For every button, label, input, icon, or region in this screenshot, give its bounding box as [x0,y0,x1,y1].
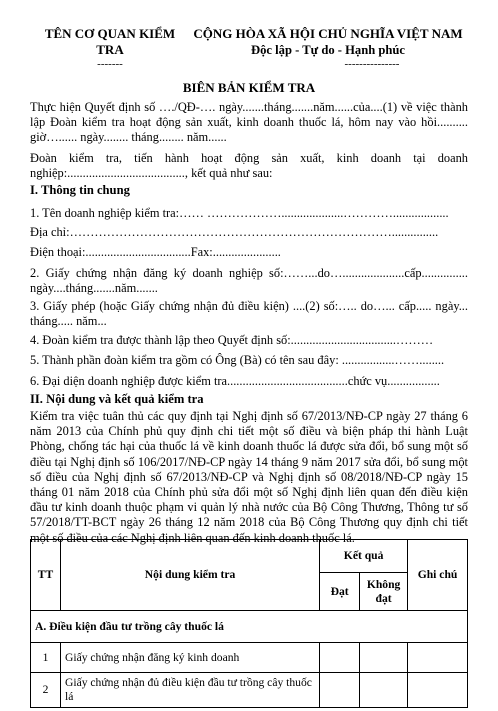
col-header-fail: Không đạt [360,573,408,611]
section-1-line: Địa chỉ:……………………………………………………………………............... [30,225,439,239]
section-2-title: II. Nội dung và kết quả kiểm tra [30,392,204,406]
table-row [31,673,468,708]
agency-block [30,26,190,70]
document-header [0,26,498,82]
row-fail-cell[interactable] [360,643,408,673]
col-header-content: Nội dung kiểm tra [60,540,319,611]
row-tt: 1 [31,643,61,673]
inspection-table [30,539,468,708]
row-pass-cell[interactable] [320,643,360,673]
table-section-label: A. Điều kiện đầu tư trồng cây thuốc lá [31,611,468,643]
agency-divider: ------- [97,58,123,70]
motto-divider: --------------- [344,58,400,70]
section-1-line: 1. Tên doanh nghiệp kiểm tra:…… ………………....................………….................. [30,206,449,220]
section-1-line: 2. Giấy chứng nhận đăng ký doanh nghiệp số:……...do…....................cấp............... ngày....tháng.......năm....... [30,266,468,295]
row-pass-cell[interactable] [320,673,360,708]
row-content: Giấy chứng nhận đủ điều kiện đầu tư trồng cây thuốc lá [60,673,319,708]
row-content: Giấy chứng nhận đăng ký kinh doanh [60,643,319,673]
row-fail-cell[interactable] [360,673,408,708]
document-title: BIÊN BẢN KIỂM TRA [182,80,316,95]
intro-paragraph: Thực hiện Quyết định số …./QĐ-…. ngày.......tháng.......năm......của....(1) về việc thành lập Đoàn kiểm tra hoạt động sản xuất, kinh doanh thuốc lá, hôm nay vào hồi.......... giờ…...... ngày........ tháng........ năm...... [30,100,468,144]
col-header-pass: Đạt [320,573,360,611]
row-tt: 2 [31,673,61,708]
col-header-note: Ghi chú [408,540,468,611]
section-1-line: 5. Thành phần đoàn kiểm tra gồm có Ông (Bà) có tên sau đây: .................……........ [30,353,445,367]
row-note-cell[interactable] [408,673,468,708]
section-1-line: 4. Đoàn kiểm tra được thành lập theo Quyết định số:..................................……… [30,333,434,347]
intro-block [30,100,468,181]
section-1-title: I. Thông tin chung [30,183,130,197]
intro-paragraph: Đoàn kiểm tra, tiến hành hoạt động sản xuất, kinh doanh tại doanh nghiệp:......................................, kết quả như sau: [30,151,468,180]
section-1-line: Điện thoại:..................................Fax:...................... [30,245,281,259]
row-note-cell[interactable] [408,643,468,673]
col-header-tt: TT [31,540,61,611]
col-header-result: Kết quả [320,540,408,573]
national-title-block [186,26,470,70]
national-motto: Độc lập - Tự do - Hạnh phúc [251,43,405,57]
section-2-paragraph: Kiểm tra việc tuân thủ các quy định tại Nghị định số 67/2013/NĐ-CP ngày 27 tháng 6 năm 2013 của Chính phủ quy định chi tiết một số điều và biện pháp thi hành Luật Phòng, chống tác hại của thuốc lá về kinh doanh thuốc lá được sửa đổi, bổ sung một số điều tại Nghị định số 106/2017/NĐ-CP ngày 14 tháng 9 năm 2017 sửa đổi, bổ sung một số điều của Nghị định số 67/2013/NĐ-CP và Nghị định số 08/2018/NĐ-CP ngày 15 tháng 01 năm 2018 của Chính phủ sửa đổi một số Nghị định liên quan đến điều kiện đầu tư kinh doanh thuộc phạm vi quản lý nhà nước của Bộ Công Thương, Thông tư số 57/2018/TT-BCT ngày 26 tháng 12 năm 2018 của Bộ Công Thương quy định chi tiết một số điều của các Nghị định liên quan đến kinh doanh thuốc lá. [30,409,468,545]
national-title: CỘNG HÒA XÃ HỘI CHỦ NGHĨA VIỆT NAM [193,26,463,41]
section-1-line: 3. Giấy phép (hoặc Giấy chứng nhận đủ điều kiện) ....(2) số:….. do…... cấp..... ngày... tháng..... năm... [30,299,468,328]
table-header-row [31,540,468,573]
table-section-row [31,611,468,643]
agency-name: TÊN CƠ QUAN KIỂM TRA [44,26,176,57]
section-1-line: 6. Đại diện doanh nghiệp được kiểm tra.......................................chức vụ................. [30,374,440,388]
table-row [31,643,468,673]
